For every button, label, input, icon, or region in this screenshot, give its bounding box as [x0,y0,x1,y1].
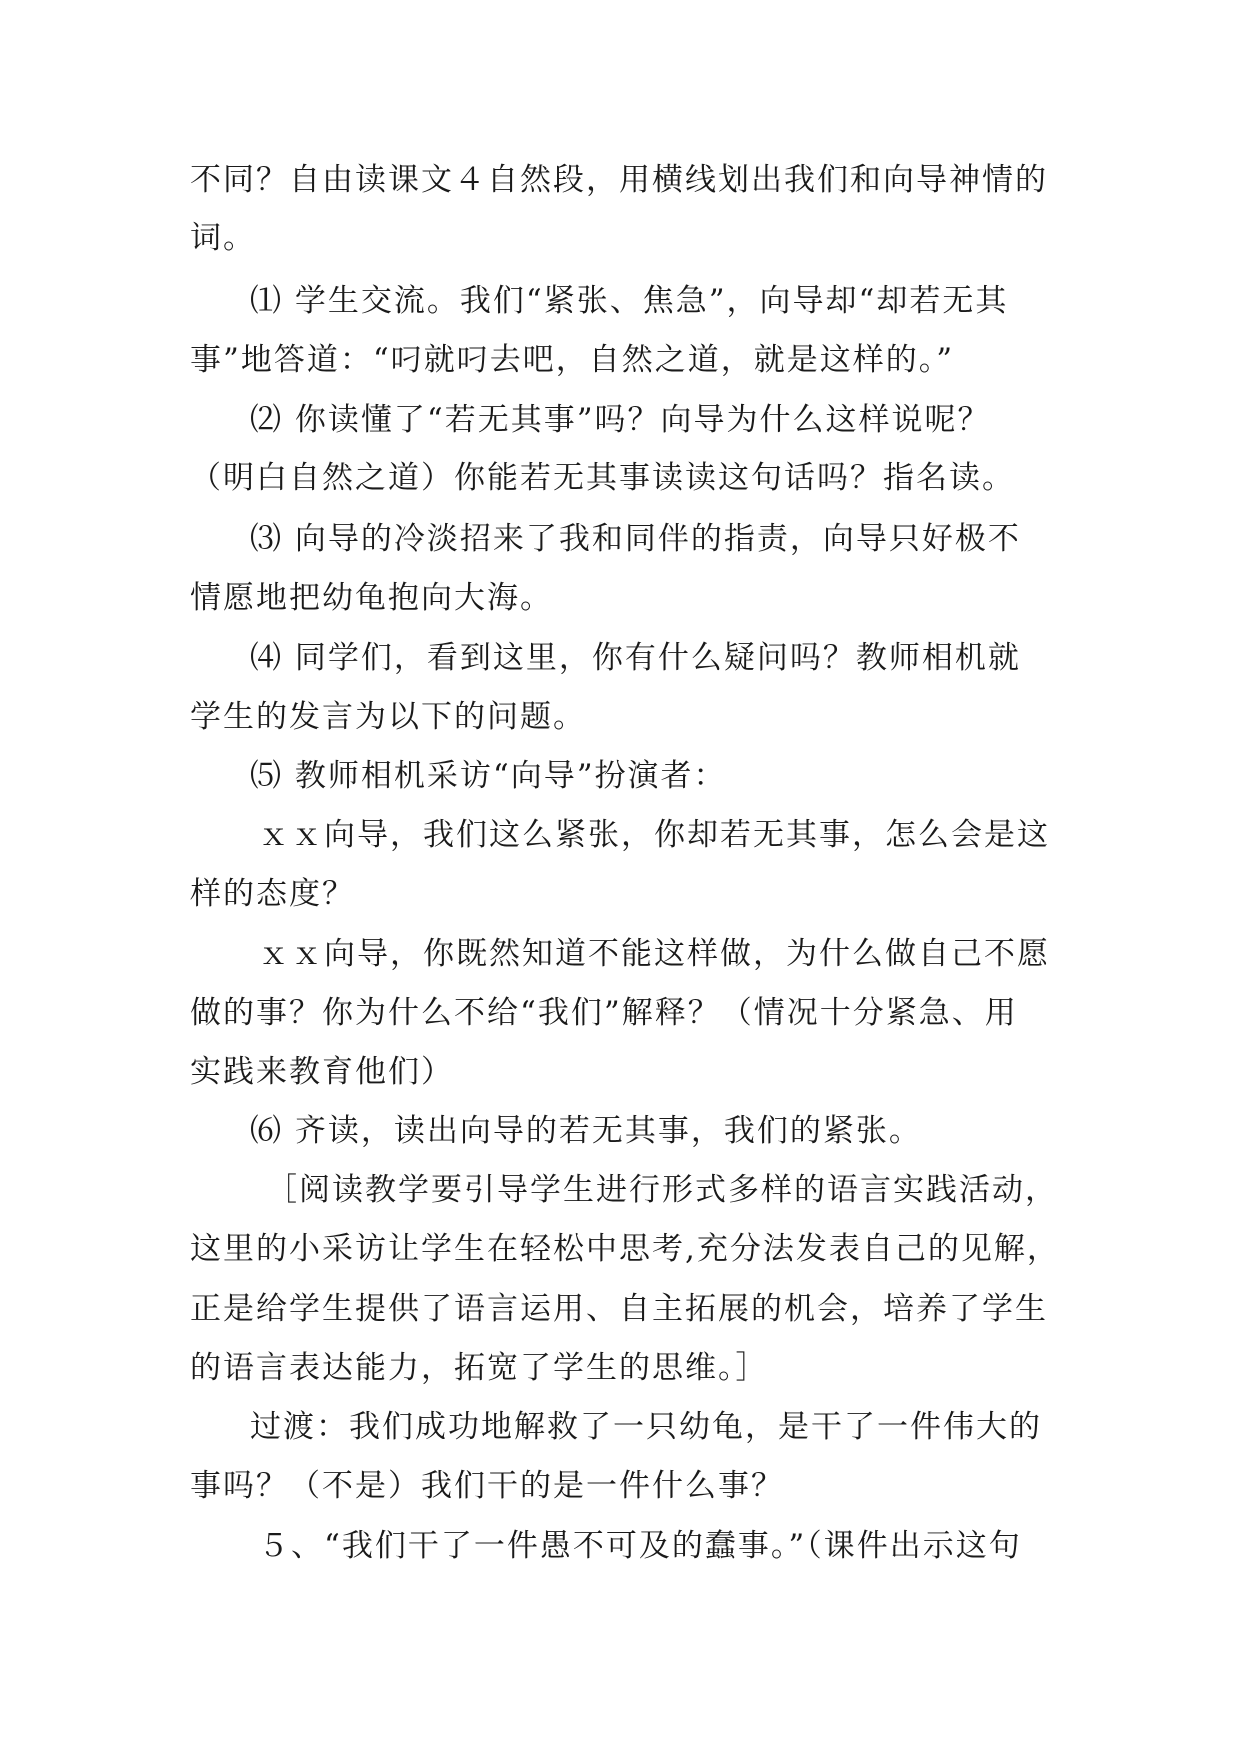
text-line: ⑹ 齐读，读出向导的若无其事，我们的紧张。 [250,1113,922,1149]
text-line: 事”地答道：“叼就叼去吧，自然之道，就是这样的。” [190,342,955,378]
text-line: 的语言表达能力，拓宽了学生的思维。］ [190,1350,769,1386]
text-line: 样的态度？ [190,876,355,912]
text-line: ５、“我们干了一件愚不可及的蠢事。”（课件出示这句 [258,1528,1022,1564]
text-line: 做的事？你为什么不给“我们”解释？（情况十分紧急、用 [190,995,1018,1031]
text-line: ⑸ 教师相机采访“向导”扮演者： [250,758,727,794]
text-line: 正是给学生提供了语言运用、自主拓展的机会，培养了学生 [190,1291,1048,1327]
text-line: ｘｘ向导，我们这么紧张，你却若无其事，怎么会是这 [258,817,1050,853]
text-line: 这里的小采访让学生在轻松中思考,充分法发表自己的见解， [190,1231,1060,1267]
text-line: ⑴ 学生交流。我们“紧张、焦急”，向导却“却若无其 [250,283,1009,319]
text-line: （明白自然之道）你能若无其事读读这句话吗？指名读。 [190,460,1015,496]
text-line: 学生的发言为以下的问题。 [190,699,586,735]
text-line: 不同？自由读课文４自然段，用横线划出我们和向导神情的 [190,162,1048,198]
text-line: 过渡：我们成功地解救了一只幼龟，是干了一件伟大的 [250,1409,1042,1445]
text-line: ⑶ 向导的冷淡招来了我和同伴的指责，向导只好极不 [250,521,1021,557]
text-line: 词。 [190,220,256,256]
text-line: 实践来教育他们） [190,1054,454,1090]
text-line: ⑷ 同学们，看到这里，你有什么疑问吗？教师相机就 [250,640,1021,676]
text-line: ［阅读教学要引导学生进行形式多样的语言实践活动， [266,1172,1058,1208]
text-line: ⑵ 你读懂了“若无其事”吗？向导为什么这样说呢？ [250,402,991,438]
text-line: 事吗？（不是）我们干的是一件什么事？ [190,1468,784,1504]
text-line: 情愿地把幼龟抱向大海。 [190,580,553,616]
text-line: ｘｘ向导，你既然知道不能这样做，为什么做自己不愿 [258,936,1050,972]
